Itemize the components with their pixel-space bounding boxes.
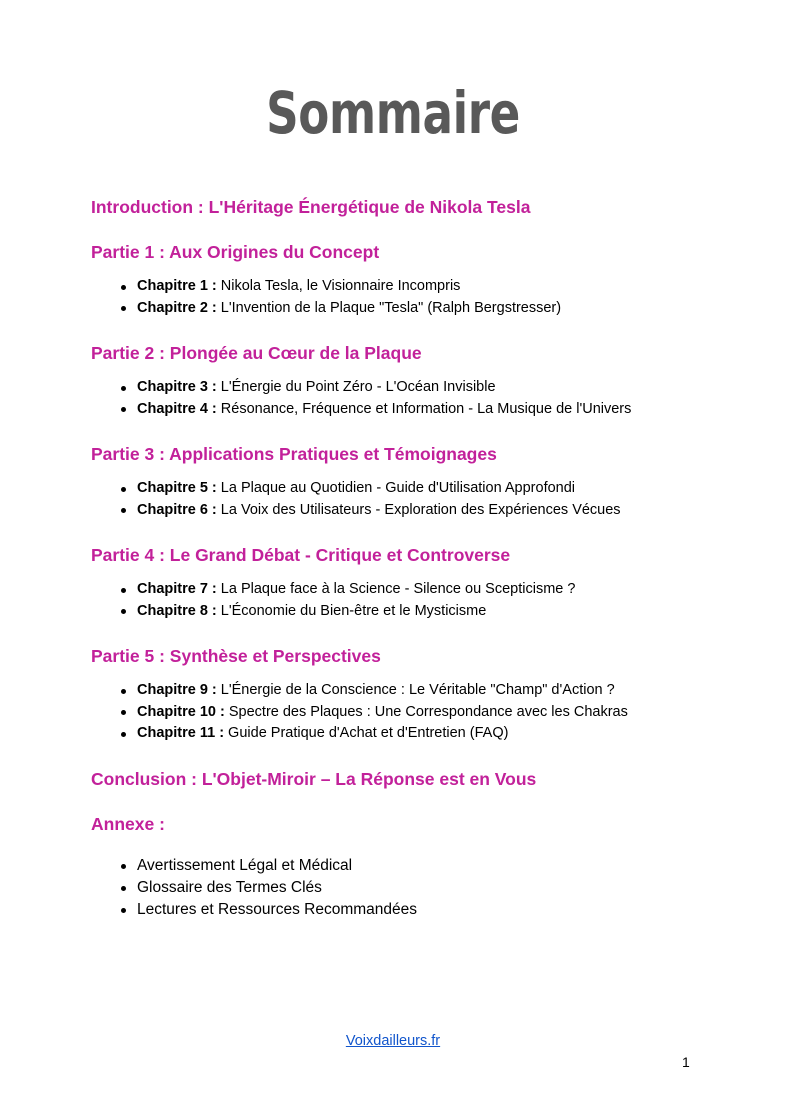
list-item[interactable]: [91, 276, 711, 298]
chapter-text: La Voix des Utilisateurs - Exploration des Expériences Vécues: [216, 501, 621, 518]
chapter-text: Spectre des Plaques : Une Correspondance avec les Chakras: [224, 703, 628, 720]
list-item[interactable]: [91, 680, 711, 702]
chapter-label: Chapitre 4 :: [137, 400, 217, 417]
chapter-text: L'Énergie du Point Zéro - L'Océan Invisible: [216, 379, 496, 395]
list-item[interactable]: [91, 298, 711, 320]
list-item[interactable]: [91, 601, 711, 623]
list-item[interactable]: [91, 702, 711, 724]
chapter-text: Résonance, Fréquence et Information - La Musique de l'Univers: [216, 400, 632, 417]
chapter-label: Chapitre 11 :: [137, 725, 225, 741]
section-heading-partie-1: Partie 1 : Aux Origines du Concept: [91, 242, 380, 262]
website-link[interactable]: Voixdailleurs.fr: [345, 1033, 441, 1049]
chapter-text: Guide Pratique d'Achat et d'Entretien (FAQ): [224, 725, 509, 741]
section-heading-conclusion: Conclusion : L'Objet-Miroir – La Réponse est en Vous: [91, 768, 537, 789]
annexe-list: [91, 855, 711, 921]
chapter-label: Chapitre 5 :: [137, 480, 217, 496]
list-item[interactable]: [91, 377, 711, 399]
chapter-list-partie-2: [91, 377, 711, 420]
list-item[interactable]: [91, 399, 711, 421]
list-item[interactable]: [91, 579, 711, 601]
table-of-contents: [91, 196, 711, 921]
section-heading-partie-2: Partie 2 : Plongée au Cœur de la Plaque: [91, 343, 422, 363]
chapter-list-partie-4: [91, 579, 711, 622]
chapter-text: L'Énergie de la Conscience : Le Véritable "Champ" d'Action ?: [216, 682, 615, 698]
list-item[interactable]: Lectures et Ressources Recommandées: [91, 899, 711, 921]
section-heading-introduction: Introduction : L'Héritage Énergétique de Nikola Tesla: [91, 197, 531, 217]
chapter-text: La Plaque face à la Science - Silence ou Scepticisme ?: [216, 581, 576, 597]
chapter-text: L'Invention de la Plaque "Tesla" (Ralph Bergstresser): [216, 299, 562, 316]
chapter-label: Chapitre 8 :: [137, 602, 217, 619]
section-heading-annexe: Annexe :: [91, 813, 165, 834]
chapter-text: L'Économie du Bien-être et le Mysticisme: [216, 602, 487, 619]
list-item[interactable]: Glossaire des Termes Clés: [91, 877, 711, 899]
chapter-list-partie-3: [91, 478, 711, 521]
list-item[interactable]: [91, 500, 711, 522]
footer: [0, 1032, 786, 1050]
chapter-list-partie-1: [91, 276, 711, 319]
list-item[interactable]: [91, 723, 711, 745]
chapter-label: Chapitre 2 :: [137, 299, 217, 316]
chapter-label: Chapitre 9 :: [137, 682, 217, 698]
chapter-label: Chapitre 6 :: [137, 501, 217, 518]
chapter-list-partie-5: [91, 680, 711, 745]
page-number: 1: [682, 1054, 690, 1070]
list-item[interactable]: [91, 478, 711, 500]
page-title: Sommaire: [266, 79, 520, 147]
chapter-label: Chapitre 1 :: [137, 278, 217, 294]
section-heading-partie-3: Partie 3 : Applications Pratiques et Témoignages: [91, 444, 497, 464]
section-heading-partie-4: Partie 4 : Le Grand Débat - Critique et Controverse: [91, 545, 511, 565]
list-item[interactable]: Avertissement Légal et Médical: [91, 855, 711, 877]
chapter-label: Chapitre 10 :: [137, 703, 225, 720]
chapter-label: Chapitre 3 :: [137, 379, 217, 395]
chapter-text: La Plaque au Quotidien - Guide d'Utilisation Approfondi: [216, 480, 576, 496]
chapter-label: Chapitre 7 :: [137, 581, 217, 597]
section-heading-partie-5: Partie 5 : Synthèse et Perspectives: [91, 646, 381, 666]
chapter-text: Nikola Tesla, le Visionnaire Incompris: [216, 278, 461, 294]
